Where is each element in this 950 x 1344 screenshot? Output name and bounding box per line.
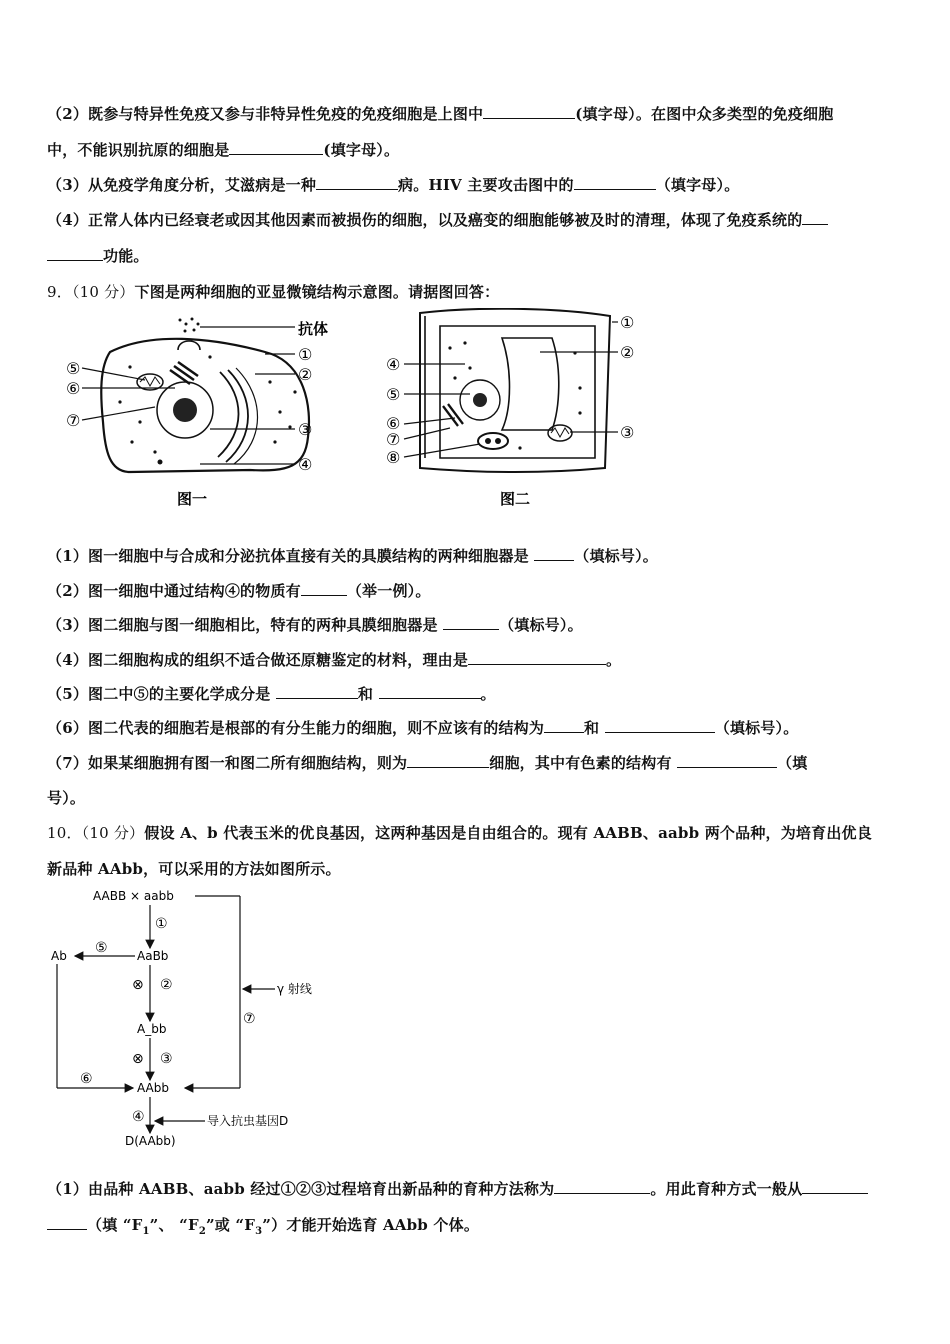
answer-blank[interactable] (301, 581, 347, 596)
step-4-label: ④ (132, 1109, 145, 1125)
fig1-label-4: ④ (298, 455, 313, 474)
fig2-label-2: ② (620, 343, 635, 362)
q8-2-text-b: (填字母）。在图中众多类型的免疫细胞 (575, 105, 834, 123)
q9-sub-4 (47, 649, 621, 670)
self-cross-symbol: ⊗ (132, 977, 144, 993)
answer-blank[interactable] (47, 1215, 87, 1230)
q9-3-text-a: （3）图二细胞与图一细胞相比，特有的两种具膜细胞器是 (47, 616, 438, 634)
q9-sub-1 (47, 545, 658, 566)
antibody-label: 抗体 (298, 320, 329, 338)
figure-2-caption: 图二 (500, 490, 531, 508)
answer-blank[interactable] (47, 246, 103, 261)
fig1-label-2: ② (298, 365, 313, 384)
answer-blank[interactable] (443, 615, 499, 630)
golgi-apparatus (443, 404, 463, 426)
q8-3-text-a: （3）从免疫学角度分析，艾滋病是一种 (47, 176, 317, 194)
q8-3-text-b: 病。HIV 主要攻击图中的 (398, 176, 574, 194)
endoplasmic-reticulum (218, 372, 239, 457)
fig2-label-8: ⑧ (386, 448, 401, 467)
q8-4-text-b: 功能。 (103, 247, 149, 265)
q9-5-text-a: （5）图二中⑤的主要化学成分是 (47, 685, 271, 703)
answer-blank[interactable] (802, 1179, 868, 1194)
q8-2-text-c: 中，不能识别抗原的细胞是 (47, 141, 230, 159)
answer-blank[interactable] (605, 718, 715, 733)
nucleolus (473, 393, 487, 407)
answer-blank[interactable] (574, 175, 656, 190)
fig1-label-1: ① (298, 345, 313, 364)
q9-stem (47, 281, 499, 302)
q10-stem-2 (47, 858, 341, 879)
self-cross-symbol: ⊗ (132, 1051, 144, 1067)
answer-blank[interactable] (379, 684, 481, 699)
q10-1-text-e: ”或 “F (205, 1216, 256, 1234)
q8-line-2 (47, 139, 399, 160)
cell-diagram-1 (60, 312, 330, 512)
golgi-apparatus (170, 362, 198, 384)
insert-gene-label: 导入抗虫基因D (207, 1114, 289, 1128)
step-2-label: ② (160, 977, 173, 993)
cell-diagram-2 (380, 308, 650, 512)
q9-6-text-c: （填标号）。 (714, 719, 799, 737)
fig1-label-7: ⑦ (66, 411, 81, 430)
node-d-aabb: D(AAbb) (125, 1134, 176, 1148)
subscript: 2 (198, 1226, 206, 1237)
q9-4-text-b: 。 (606, 651, 622, 669)
q8-line-3 (47, 174, 739, 195)
q9-sub-6 (47, 717, 798, 738)
step-7-label: ⑦ (243, 1011, 256, 1027)
q9-6-text-b: 和 (584, 719, 600, 737)
q9-sub-7-cont (47, 787, 85, 808)
fig2-label-1: ① (620, 313, 635, 332)
q8-line-1 (47, 103, 833, 124)
step-1-label: ① (155, 916, 168, 932)
subscript: 1 (142, 1226, 150, 1237)
q9-sub-3 (47, 614, 583, 635)
q9-2-text-b: （举一例）。 (346, 582, 431, 600)
q9-7-text-a: （7）如果某细胞拥有图一和图二所有细胞结构，则为 (47, 754, 408, 772)
question-number: 10．（10 分） (47, 824, 145, 842)
q9-4-text-a: （4）图二细胞构成的组织不适合做还原糖鉴定的材料，理由是 (47, 651, 469, 669)
q8-4-text-a: （4）正常人体内已经衰老或因其他因素而被损伤的细胞，以及癌变的细胞能够被及时的清理，体现了免疫系统的 (47, 211, 803, 229)
step-3-label: ③ (160, 1051, 173, 1067)
figure-1-caption: 图一 (177, 490, 208, 508)
q10-1-text-c: （填 “F (87, 1216, 143, 1234)
fig2-label-4: ④ (386, 355, 401, 374)
q9-5-text-c: 。 (480, 685, 496, 703)
q9-1-text-b: （填标号）。 (574, 547, 658, 565)
answer-blank[interactable] (534, 546, 574, 561)
q10-1-text-b: 。用此育种方式一般从 (650, 1180, 803, 1198)
q10-sub-1 (47, 1178, 868, 1199)
nucleolus (173, 398, 197, 422)
step-6-label: ⑥ (80, 1071, 93, 1087)
parent-cross: AABB × aabb (93, 889, 174, 903)
q9-3-text-b: （填标号）。 (499, 616, 583, 634)
fig2-label-3: ③ (620, 423, 635, 442)
answer-blank[interactable] (677, 753, 777, 768)
answer-blank[interactable] (468, 650, 606, 665)
q8-line-4 (47, 209, 828, 230)
q9-5-text-b: 和 (357, 685, 374, 703)
q9-1-text-a: （1）图一细胞中与合成和分泌抗体直接有关的具膜结构的两种细胞器是 (47, 547, 529, 565)
answer-blank[interactable] (802, 210, 828, 225)
fig2-label-5: ⑤ (386, 385, 401, 404)
answer-blank[interactable] (229, 140, 323, 155)
breeding-diagram (45, 885, 345, 1155)
q10-stem-text-1: 假设 A、b 代表玉米的优良基因，这两种基因是自由组合的。现有 AABB、aabb 两个品种，为培育出优良 (144, 824, 872, 842)
node-a-bb: A_bb (137, 1022, 167, 1036)
antibody-secretion (178, 318, 200, 351)
answer-blank[interactable] (544, 718, 584, 733)
q10-sub-1-cont (47, 1214, 479, 1237)
answer-blank[interactable] (276, 684, 358, 699)
q8-2-text-d: (填字母）。 (323, 141, 400, 159)
q9-7-text-b: 细胞，其中有色素的结构有 (489, 754, 672, 772)
ribosomes (118, 355, 296, 464)
step-5-label: ⑤ (95, 940, 108, 956)
q9-6-text-a: （6）图二代表的细胞若是根部的有分生能力的细胞，则不应该有的结构为 (47, 719, 545, 737)
q8-3-text-c: （填字母）。 (655, 176, 740, 194)
question-number: 9．（10 分） (47, 283, 135, 301)
q10-1-text-d: ”、 “F (149, 1216, 199, 1234)
q9-7-text-c: （填 (777, 754, 808, 772)
subscript: 3 (255, 1226, 263, 1237)
q9-sub-7 (47, 752, 808, 773)
q9-sub-5 (47, 683, 496, 704)
q10-stem-1 (47, 822, 872, 843)
q9-sub-2 (47, 580, 431, 601)
answer-blank[interactable] (483, 104, 575, 119)
q10-stem-text-2: 新品种 AAbb，可以采用的方法如图所示。 (47, 860, 341, 878)
node-aabb-target: AAbb (137, 1081, 169, 1095)
fig1-label-3: ③ (298, 420, 313, 439)
q9-stem-text: 下图是两种细胞的亚显微镜结构示意图。请据图回答： (134, 283, 500, 301)
q8-2-text-a: （2）既参与特异性免疫又参与非特异性免疫的免疫细胞是上图中 (47, 105, 484, 123)
answer-blank[interactable] (407, 753, 489, 768)
cell-membrane (101, 339, 309, 472)
fig2-label-6: ⑥ (386, 414, 401, 433)
fig2-label-7: ⑦ (386, 430, 401, 449)
node-ab: Ab (51, 949, 67, 963)
answer-blank[interactable] (554, 1179, 650, 1194)
q10-1-text-a: （1）由品种 AABB、aabb 经过①②③过程培育出新品种的育种方法称为 (47, 1180, 555, 1198)
node-aabb: AaBb (137, 949, 169, 963)
fig1-label-6: ⑥ (66, 379, 81, 398)
fig1-label-5: ⑤ (66, 359, 81, 378)
q9-2-text-a: （2）图一细胞中通过结构④的物质有 (47, 582, 301, 600)
q10-1-text-f: ”）才能开始选育 AAbb 个体。 (262, 1216, 480, 1234)
q8-line-5 (47, 245, 149, 266)
gamma-ray-label: γ 射线 (277, 982, 312, 996)
q9-7-text-d: 号）。 (47, 789, 86, 807)
answer-blank[interactable] (316, 175, 398, 190)
chloroplast (478, 433, 508, 449)
